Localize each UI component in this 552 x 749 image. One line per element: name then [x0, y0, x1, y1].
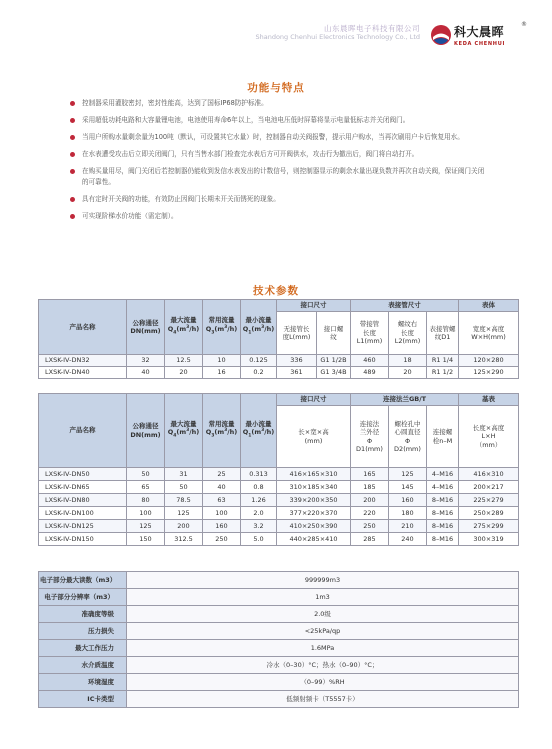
feature-item: 在水表遭受攻击后立即关闭阀门，只有当售水部门检查完水表后方可开阀供水，攻击行为撤出后，阀门将自动打开。: [68, 149, 488, 160]
page-header: [0, 0, 552, 62]
specs-title: 技术参数: [253, 285, 299, 297]
header-flange-bolt: 连接螺 栓n–M: [427, 406, 459, 468]
company-name-block: [255, 24, 420, 42]
param-row: [39, 640, 519, 657]
header-conn-dim: 长×宽×高 (mm): [277, 406, 351, 468]
header-q1: 最小流量 $Q_1(m^3/h)$: [241, 300, 277, 355]
header-q3: 常用流量 $Q_3(m^3/h)$: [203, 300, 241, 355]
table-row: LXSK-IV-DN80 80 78.5 63 1.26 339×200×350 200 160 8–M16 225×279: [39, 494, 519, 507]
table-row: LXSK-IV-DN65 65 50 40 0.8 310×185×340 185 145 4–M16 200×217: [39, 481, 519, 494]
param-value: 1m3: [127, 589, 519, 606]
param-value: 1.6MPa: [127, 640, 519, 657]
header-flange-d2: 螺栓孔中 心圆直径 Φ D2(mm): [389, 406, 427, 468]
table-row: LXSK-IV-DN150 150 312.5 250 5.0 440×285×410 285 240 8–M16 300×319: [39, 533, 519, 546]
param-value: <25kPa/qp: [127, 623, 519, 640]
feature-item: 在购买量用尽，阀门关闭后若控制器仍能收到发信水表发出的计数信号，则控制器显示的剩余水量出现负数并再次自动关阀，保证阀门关闭的可靠性。: [68, 166, 488, 187]
param-label: 水介质温度: [39, 657, 127, 674]
param-row: [39, 589, 519, 606]
param-label: 准确度等级: [39, 606, 127, 623]
header-pipe-thread: 表接管螺 纹D1: [427, 312, 459, 355]
logo-text-cn: 科大晨晖: [454, 25, 505, 39]
feature-item: 可实现阶梯水价功能（需定制）。: [68, 211, 488, 222]
header-flange: 连接法兰GB/T: [351, 394, 459, 406]
header-pipe-len: 带接管 长度 L1(mm): [351, 312, 389, 355]
header-dn: 公称通径 DN(mm): [127, 300, 165, 355]
param-value: 冷水（0–30）°C；热水（0–90）°C；: [127, 657, 519, 674]
header-body-dim: 宽度×高度 W×H(mm): [459, 312, 519, 355]
table-row: LXSK-IV-DN50 50 31 25 0.313 416×165×310 165 125 4–M16 416×310: [39, 468, 519, 481]
features-title: 功能与特点: [247, 82, 305, 94]
header-base-dim: 长度×高度 L×H （mm）: [459, 406, 519, 468]
bullet-dot-icon: [70, 152, 75, 157]
company-name-cn: 山东晨晖电子科技有限公司: [324, 24, 420, 33]
param-value: 2.0级: [127, 606, 519, 623]
bullet-dot-icon: [70, 135, 75, 140]
header-flange-d1: 连接法 兰外径 Φ D1(mm): [351, 406, 389, 468]
logo-text-en: KEDA CHENHUI: [454, 41, 506, 47]
bullet-dot-icon: [70, 118, 75, 123]
header-q4: 最大流量 $Q_4(m^3/h)$: [165, 394, 203, 468]
header-product-name: 产品名称: [39, 300, 127, 355]
bullet-dot-icon: [70, 197, 75, 202]
header-conn-thread: 接口螺 纹: [317, 312, 351, 355]
header-conn: 接口尺寸: [277, 394, 351, 406]
param-label: IC卡类型: [39, 691, 127, 708]
param-row: [39, 623, 519, 640]
table-row: LXSK-IV-DN100 100 125 100 2.0 377×220×370 220 180 8–M16 250×289: [39, 507, 519, 520]
param-value: （0–99）%RH: [127, 674, 519, 691]
logo-mark-icon: [430, 24, 452, 46]
param-row: [39, 674, 519, 691]
spec-table-small: [38, 299, 518, 379]
header-q3: 常用流量 $Q_3(m^3/h)$: [203, 394, 241, 468]
params-table: [38, 571, 518, 708]
param-label: 电子部分最大读数（m3）: [39, 572, 127, 589]
header-product-name: 产品名称: [39, 394, 127, 468]
header-conn-len: 无接管长 度L(mm): [277, 312, 317, 355]
features-list: [68, 98, 488, 228]
header-base: 基表: [459, 394, 519, 406]
bullet-dot-icon: [70, 169, 75, 174]
header-q1: 最小流量 $Q_1(m^3/h)$: [241, 394, 277, 468]
param-label: 最大工作压力: [39, 640, 127, 657]
param-row: [39, 691, 519, 708]
header-pipe-nut: 螺纹右 长度 L2(mm): [389, 312, 427, 355]
header-dn: 公称通径 DN(mm): [127, 394, 165, 468]
bullet-dot-icon: [70, 214, 75, 219]
param-row: [39, 606, 519, 623]
table-row: LXSK-IV-DN32 32 12.5 10 0.125 336 G1 1/2B 460 18 R1 1/4 120×280: [39, 355, 519, 367]
spec-table-large: [38, 393, 518, 546]
feature-item: 采用超低功耗电路和大容量锂电池，电池使用寿命6年以上，当电池电压低时屏幕将显示电量低标志并关闭阀门。: [68, 115, 488, 126]
feature-item: 具有定时开关阀的功能，有效防止因阀门长期未开关而锈死的现象。: [68, 194, 488, 205]
param-label: 压力损失: [39, 623, 127, 640]
param-value: 低频射频卡（T5557卡）: [127, 691, 519, 708]
header-body: 表体: [459, 300, 519, 312]
company-logo: [430, 22, 530, 56]
table-row: LXSK-IV-DN125 125 200 160 3.2 410×250×390 250 210 8–M16 275×299: [39, 520, 519, 533]
bullet-dot-icon: [70, 101, 75, 106]
param-row: [39, 572, 519, 589]
param-label: 电子部分分辨率（m3）: [39, 589, 127, 606]
feature-item: 当用户所购水量剩余量为100吨（默认，可设置其它水量）时，控制器自动关阀报警，提示用户购水，当再次刷用户卡后恢复用水。: [68, 132, 488, 143]
header-q4: 最大流量 $Q_4(m^3/h)$: [165, 300, 203, 355]
param-label: 环境湿度: [39, 674, 127, 691]
table-row: LXSK-IV-DN40 40 20 16 0.2 361 G1 3/4B 489 20 R1 1/2 125×290: [39, 367, 519, 379]
company-name-en: Shandong Chenhui Electronics Technology Co., Ltd: [255, 33, 420, 42]
header-conn: 接口尺寸: [277, 300, 351, 312]
param-row: [39, 657, 519, 674]
feature-item: 控制器采用灌胶密封，密封性能高，达到了国标IP68防护标准。: [68, 98, 488, 109]
header-pipe: 表接管尺寸: [351, 300, 459, 312]
registered-mark: ®: [521, 21, 527, 28]
param-value: 999999m3: [127, 572, 519, 589]
